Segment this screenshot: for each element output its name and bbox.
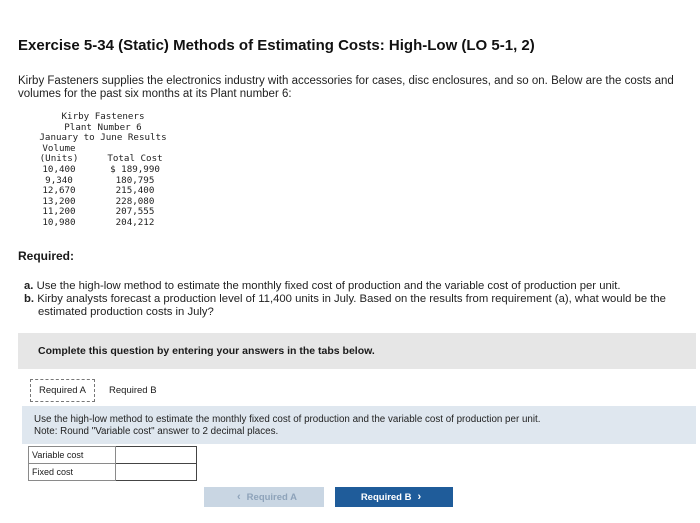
previous-button-label: Required A (246, 491, 297, 503)
cost-cell: $ 189,990 (110, 163, 160, 175)
tab-required-b[interactable]: Required B (109, 384, 157, 396)
cost-cell: 215,400 (115, 185, 155, 197)
units-cell: 10,980 (42, 216, 76, 228)
requirements-list (24, 280, 684, 319)
chevron-left-icon: ‹ (237, 491, 241, 503)
variable-cost-label: Variable cost (29, 447, 116, 464)
rounding-note: Note: Round "Variable cost" answer to 2 decimal places. (34, 425, 279, 437)
units-cell: 10,400 (42, 163, 76, 175)
units-cell: 13,200 (42, 195, 76, 207)
answer-row-fixed-cost (29, 464, 197, 481)
units-cell: 11,200 (42, 206, 76, 218)
column-header-units: (Units) (39, 153, 79, 165)
variable-cost-input[interactable] (119, 447, 193, 463)
intro-text (18, 75, 688, 101)
requirement-text: Use the high-low method to estimate the monthly fixed cost of production and the variable cost of production per unit. (36, 280, 621, 292)
intro-line-1: Kirby Fasteners supplies the electronics industry with accessories for cases, disc enclosures, and so on. Below are the costs and (18, 75, 674, 87)
tab-instructions (22, 406, 696, 444)
column-header-total-cost: Total Cost (107, 153, 163, 165)
answer-row-variable-cost (29, 447, 197, 464)
requirement-label: b. (24, 293, 35, 305)
fixed-cost-input[interactable] (119, 464, 193, 480)
answer-table (28, 446, 197, 481)
fixed-cost-cell (116, 464, 197, 481)
requirement-text-continued: estimated production costs in July? (38, 306, 214, 318)
cost-data-table (28, 112, 180, 229)
requirement-label: a. (24, 280, 34, 292)
tab-bar (30, 377, 165, 403)
cost-cell: 207,555 (115, 206, 155, 218)
intro-line-2: volumes for the past six months at its Plant number 6: (18, 88, 292, 100)
fixed-cost-label: Fixed cost (29, 464, 116, 481)
table-heading-period: January to June Results (39, 132, 167, 144)
instructions-banner: Complete this question by entering your answers in the tabs below. (18, 333, 696, 369)
instruction-line: Use the high-low method to estimate the monthly fixed cost of production and the variable cost of production per unit. (34, 414, 541, 425)
table-heading-plant: Plant Number 6 (64, 121, 142, 133)
required-heading: Required: (18, 249, 75, 263)
table-row (28, 165, 180, 176)
table-heading-company: Kirby Fasteners (61, 111, 145, 122)
cost-cell: 180,795 (115, 174, 155, 186)
units-cell: 12,670 (42, 185, 76, 197)
next-tab-button[interactable] (335, 487, 453, 507)
requirement-text: Kirby analysts forecast a production level of 11,400 units in July. Based on the results from requirement (a), what would be the (37, 293, 666, 305)
units-cell: 9,340 (45, 174, 73, 186)
cost-cell: 204,212 (115, 216, 155, 228)
tab-required-a[interactable]: Required A (30, 379, 95, 402)
previous-tab-button[interactable] (204, 487, 324, 507)
next-button-label: Required B (360, 491, 412, 503)
requirement-b (24, 293, 684, 319)
chevron-right-icon: › (417, 491, 422, 503)
requirement-a (24, 280, 684, 293)
column-header-volume: Volume (42, 142, 76, 154)
cost-cell: 228,080 (115, 195, 155, 207)
table-row (28, 218, 180, 229)
page-title: Exercise 5-34 (Static) Methods of Estimating Costs: High-Low (LO 5-1, 2) (18, 37, 535, 54)
variable-cost-cell (116, 447, 197, 464)
